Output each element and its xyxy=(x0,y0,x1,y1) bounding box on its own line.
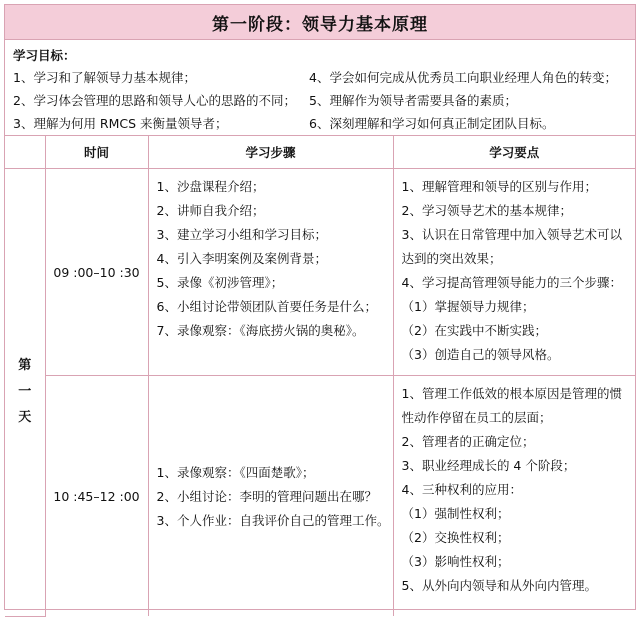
header-day xyxy=(5,136,45,169)
point-item: 4、三种权利的应用： xyxy=(401,482,522,497)
goals-list xyxy=(13,69,627,133)
time-slot: 09 :00–10 :30 xyxy=(45,169,148,376)
point-item: （3）影响性权利； xyxy=(401,554,510,569)
point-item: 5、从外向内领导和从外向内管理。 xyxy=(401,578,597,593)
steps-cell xyxy=(148,169,393,376)
step-item: 2、讲师自我介绍； xyxy=(156,203,265,218)
point-item: 2、学习领导艺术的基本规律； xyxy=(401,203,572,218)
point-item: （2）在实践中不断实践； xyxy=(401,323,547,338)
day-char: 天 xyxy=(18,410,32,426)
goal-item: 2、学习体会管理的思路和领导人心的思路的不同； xyxy=(13,93,296,108)
point-item: 3、认识在日常管理中加入领导艺术可以达到的突出效果； xyxy=(401,227,622,266)
goal-item: 6、深刻理解和学习如何真正制定团队目标。 xyxy=(309,116,555,131)
point-item: 1、理解管理和领导的区别与作用； xyxy=(401,179,597,194)
header-steps: 学习步骤 xyxy=(148,136,393,169)
step-item: 7、录像观察：《海底捞火锅的奥秘》。 xyxy=(156,323,365,338)
goal-item: 5、理解作为领导者需要具备的素质； xyxy=(309,93,517,108)
point-item: （1）掌握领导力规律； xyxy=(401,299,535,314)
point-item: （2）交换性权利； xyxy=(401,530,510,545)
learning-goals xyxy=(5,40,635,136)
point-item: 2、管理者的正确定位； xyxy=(401,434,535,449)
goal-item: 1、学习和了解领导力基本规律； xyxy=(13,70,196,85)
step-item: 1、录像观察：《四面楚歌》； xyxy=(156,465,315,480)
page-title: 第一阶段：领导力基本原理 xyxy=(5,5,635,40)
day-char: 第 xyxy=(18,358,32,374)
goals-heading: 学习目标： xyxy=(13,48,76,63)
table-row xyxy=(5,376,635,617)
header-time: 时间 xyxy=(45,136,148,169)
schedule-table xyxy=(5,136,635,617)
table-row xyxy=(5,169,635,376)
point-item: 1、管理工作低效的根本原因是管理的惯性动作停留在员工的层面； xyxy=(401,386,622,425)
point-item: 3、职业经理成长的 4 个阶段； xyxy=(401,458,576,473)
goal-item: 4、学会如何完成从优秀员工向职业经理人角色的转变； xyxy=(309,70,617,85)
table-header-row xyxy=(5,136,635,169)
header-points: 学习要点 xyxy=(393,136,635,169)
point-item: （3）创造自己的领导风格。 xyxy=(401,347,560,362)
step-item: 5、录像《初涉管理》； xyxy=(156,275,284,290)
day-label xyxy=(5,169,45,617)
step-item: 3、个人作业：自我评价自己的管理工作。 xyxy=(156,513,390,528)
points-cell xyxy=(393,169,635,376)
step-item: 4、引入李明案例及案例背景； xyxy=(156,251,327,266)
step-item: 1、沙盘课程介绍； xyxy=(156,179,265,194)
day-char: 一 xyxy=(18,384,32,400)
document-page xyxy=(4,4,636,610)
step-item: 2、小组讨论：李明的管理问题出在哪？ xyxy=(156,489,377,504)
point-item: （1）强制性权利； xyxy=(401,506,510,521)
steps-cell xyxy=(148,376,393,617)
goal-item: 3、理解为何用 RMCS 来衡量领导者； xyxy=(13,116,228,131)
point-item: 4、学习提高管理领导能力的三个步骤： xyxy=(401,275,622,290)
time-slot: 10 :45–12 :00 xyxy=(45,376,148,617)
step-item: 3、建立学习小组和学习目标； xyxy=(156,227,327,242)
step-item: 6、小组讨论带领团队首要任务是什么； xyxy=(156,299,377,314)
points-cell xyxy=(393,376,635,617)
